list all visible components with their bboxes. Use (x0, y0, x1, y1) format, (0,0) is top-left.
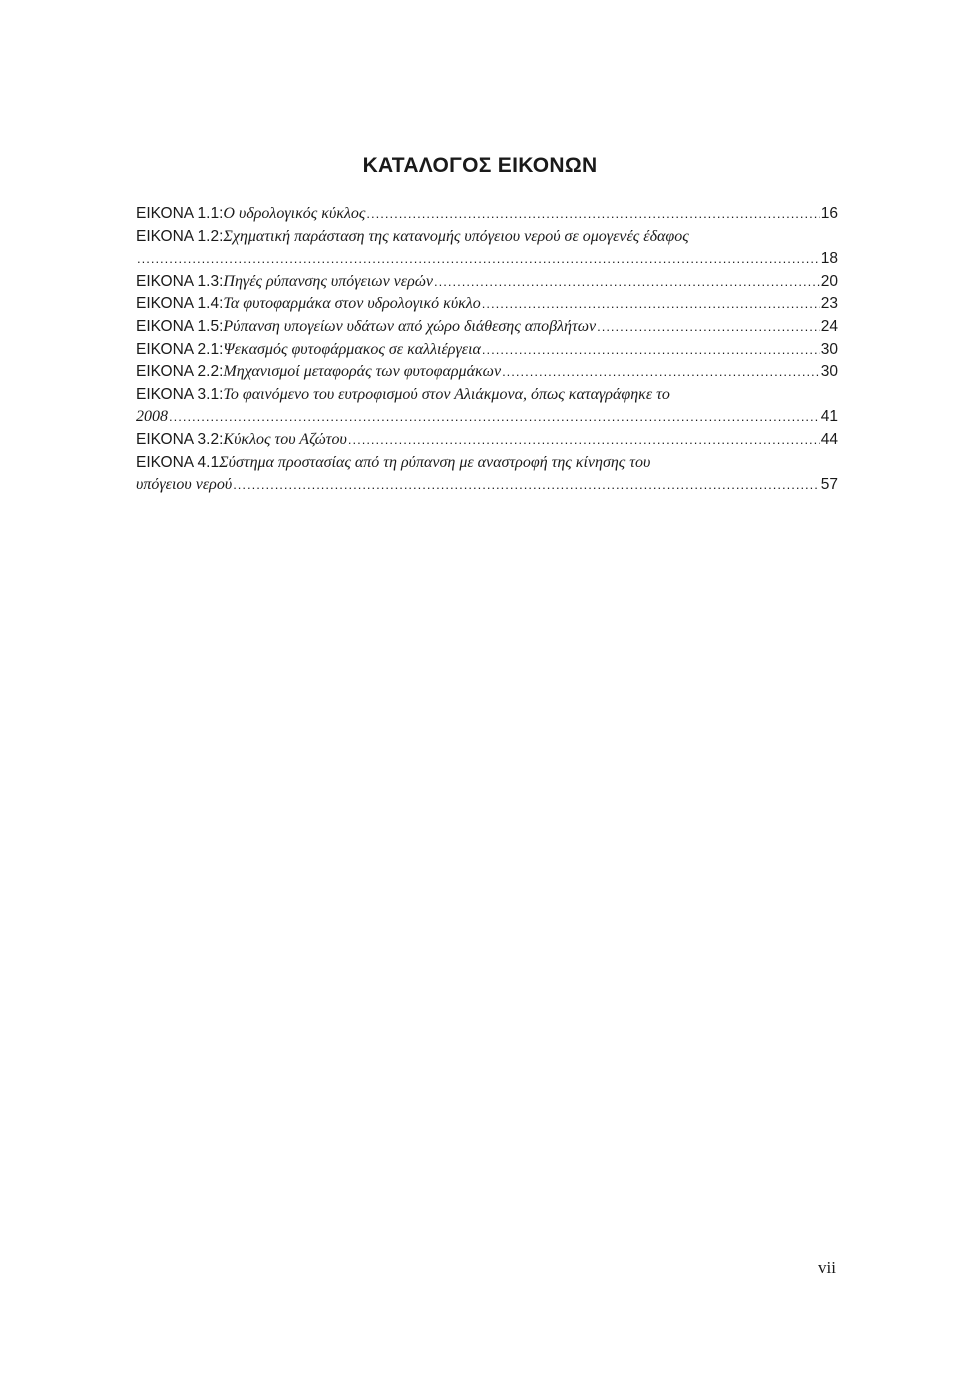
entry-page: 18 (820, 250, 838, 268)
list-item (136, 226, 838, 249)
list-item-continuation (136, 406, 838, 429)
entry-caption: Μηχανισμοί μεταφοράς των φυτοφαρμάκων (223, 363, 502, 381)
entry-caption: Κύκλος του Αζώτου (223, 430, 347, 448)
entry-page: 23 (820, 295, 838, 313)
entry-caption: Το φαινόμενο του ευτροφισμού στον Αλιάκμονα, όπως καταγράφηκε το (223, 385, 670, 403)
list-item (136, 316, 838, 339)
entry-caption: Πηγές ρύπανσης υπόγειων νερών (223, 272, 434, 290)
entry-label: ΕΙΚΟΝΑ 1.3: (136, 272, 224, 290)
leader-dots (348, 429, 820, 452)
entry-caption: Σχηματική παράσταση της κατανομής υπόγειου νερού σε ομογενές έδαφος (223, 227, 689, 245)
figure-list (136, 203, 838, 497)
list-item (136, 452, 838, 475)
entry-caption: Τα φυτοφαρμάκα στον υδρολογικό κύκλο (223, 295, 481, 313)
entry-label: ΕΙΚΟΝΑ 4.1 (136, 453, 220, 471)
entry-page: 30 (820, 340, 838, 358)
entry-page: 24 (820, 317, 838, 335)
entry-caption: Ο υδρολογικός κύκλος (223, 205, 366, 222)
entry-page: 44 (820, 430, 838, 448)
list-item (136, 271, 838, 294)
entry-page: 41 (820, 408, 838, 426)
entry-caption: Ρύπανση υπογείων υδάτων από χώρο διάθεσης αποβλήτων (223, 317, 597, 335)
entry-label: ΕΙΚΟΝΑ 1.5: (136, 317, 224, 335)
entry-label: ΕΙΚΟΝΑ 3.2: (136, 430, 224, 448)
page-number: vii (818, 1258, 836, 1277)
leader-dots (434, 271, 820, 294)
list-item (136, 293, 838, 316)
list-item-continuation (136, 474, 838, 497)
leader-dots (482, 293, 820, 316)
entry-caption: Ψεκασμός φυτοφάρμακος σε καλλιέργεια (223, 340, 481, 358)
list-item (136, 339, 838, 362)
leader-dots (482, 339, 820, 362)
leader-dots (366, 203, 819, 226)
leader-dots (502, 361, 820, 384)
entry-caption-continuation: 2008 (136, 408, 168, 426)
entry-caption: Σύστημα προστασίας από τη ρύπανση με αναστροφή της κίνησης του (219, 453, 651, 471)
entry-label: ΕΙΚΟΝΑ 3.1: (136, 385, 224, 403)
entry-label: ΕΙΚΟΝΑ 2.2: (136, 363, 224, 381)
page-title: ΚΑΤΑΛΟΓΟΣ ΕΙΚΟΝΩΝ (362, 154, 598, 177)
leader-dots (233, 474, 820, 497)
entry-label: ΕΙΚΟΝΑ 1.1: (136, 205, 224, 222)
leader-dots (169, 406, 820, 429)
entry-label: ΕΙΚΟΝΑ 1.2: (136, 227, 224, 245)
leader-dots (137, 248, 820, 271)
entry-label: ΕΙΚΟΝΑ 1.4: (136, 295, 224, 313)
entry-caption-continuation: υπόγειου νερού (136, 476, 233, 494)
entry-page: 30 (820, 363, 838, 381)
entry-page: 16 (820, 205, 838, 222)
entry-label: ΕΙΚΟΝΑ 2.1: (136, 340, 224, 358)
list-item (136, 384, 838, 407)
leader-dots (597, 316, 820, 339)
list-item (136, 429, 838, 452)
entry-page: 57 (820, 476, 838, 494)
list-item (136, 361, 838, 384)
list-item (136, 203, 838, 226)
list-item-continuation (136, 248, 838, 271)
entry-page: 20 (820, 272, 838, 290)
